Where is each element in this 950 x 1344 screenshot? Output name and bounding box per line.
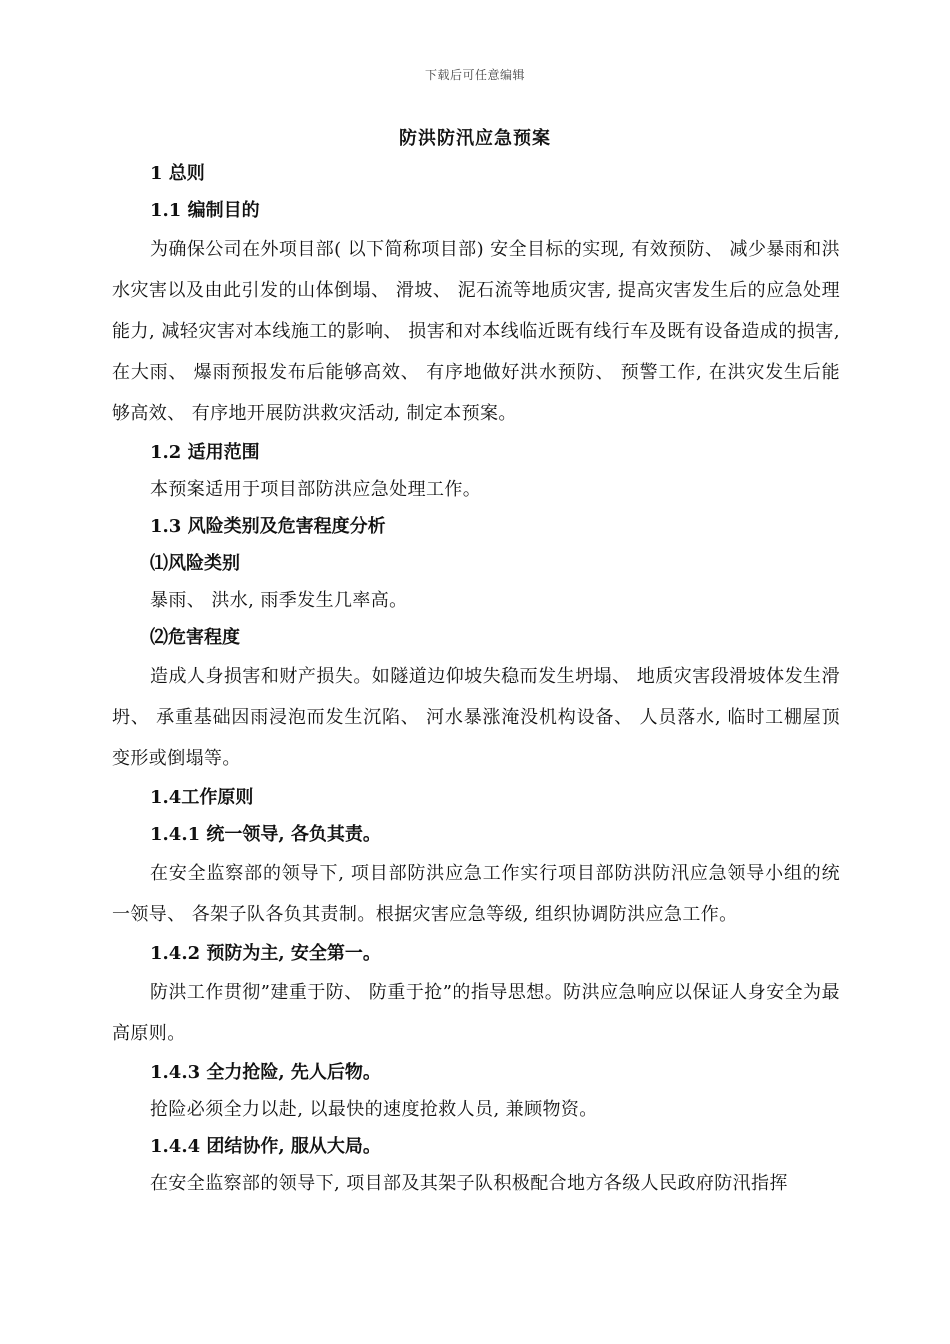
heading-principle-cooperation: 1.4.4 团结协作, 服从大局。 — [150, 1136, 381, 1157]
paragraph-principle-unified: 在安全监察部的领导下, 项目部防洪应急工作实行项目部防洪防汛应急领导小组的统一领导、 各架子队各负其责制。根据灾害应急等级, 组织协调防洪应急工作。 — [112, 863, 840, 925]
heading-principle-unified: 1.4.1 统一领导, 各负其责。 — [150, 824, 381, 845]
paragraph-risk-type: 暴雨、 洪水, 雨季发生几率高。 — [150, 590, 408, 611]
heading-principle-rescue: 1.4.3 全力抢险, 先人后物。 — [150, 1062, 381, 1083]
document-title: 防洪防汛应急预案 — [399, 128, 551, 149]
heading-risk-type: ⑴风险类别 — [150, 553, 240, 574]
heading-hazard-level: ⑵危害程度 — [150, 627, 240, 648]
heading-general: 1 总则 — [150, 163, 205, 184]
heading-principles: 1.4工作原则 — [150, 787, 254, 808]
paragraph-principle-cooperation: 在安全监察部的领导下, 项目部及其架子队积极配合地方各级人民政府防汛指挥 — [150, 1173, 788, 1194]
paragraph-principle-prevention: 防洪工作贯彻”建重于防、 防重于抢”的指导思想。防洪应急响应以保证人身安全为最高原则。 — [112, 982, 840, 1044]
header-note: 下载后可任意编辑 — [424, 68, 525, 82]
heading-scope: 1.2 适用范围 — [150, 442, 260, 463]
heading-risk-analysis: 1.3 风险类别及危害程度分析 — [150, 516, 386, 537]
heading-purpose: 1.1 编制目的 — [150, 200, 260, 221]
paragraph-principle-rescue: 抢险必须全力以赴, 以最快的速度抢救人员, 兼顾物资。 — [150, 1099, 598, 1120]
heading-principle-prevention: 1.4.2 预防为主, 安全第一。 — [150, 943, 381, 964]
paragraph-scope: 本预案适用于项目部防洪应急处理工作。 — [150, 479, 482, 500]
document-body — [112, 155, 840, 1202]
paragraph-purpose: 为确保公司在外项目部( 以下简称项目部) 安全目标的实现, 有效预防、 减少暴雨和洪水灾害以及由此引发的山体倒塌、 滑坡、 泥石流等地质灾害, 提高灾害发生后的应急处理能力, 减轻灾害对本线施工的影响、 损害和对本线临近既有线行车及既有设备造成的损害, 在大雨、 爆雨预报发布后能够高效、 有序地做好洪水预防、 预警工作, 在洪灾发生后能够高效、 有序地开展防洪救灾活动, 制定本预案。 — [112, 239, 840, 424]
paragraph-hazard-level: 造成人身损害和财产损失。如隧道边仰坡失稳而发生坍塌、 地质灾害段滑坡体发生滑坍、 承重基础因雨浸泡而发生沉陷、 河水暴涨淹没机构设备、 人员落水, 临时工棚屋顶变形或倒塌等。 — [112, 666, 840, 769]
